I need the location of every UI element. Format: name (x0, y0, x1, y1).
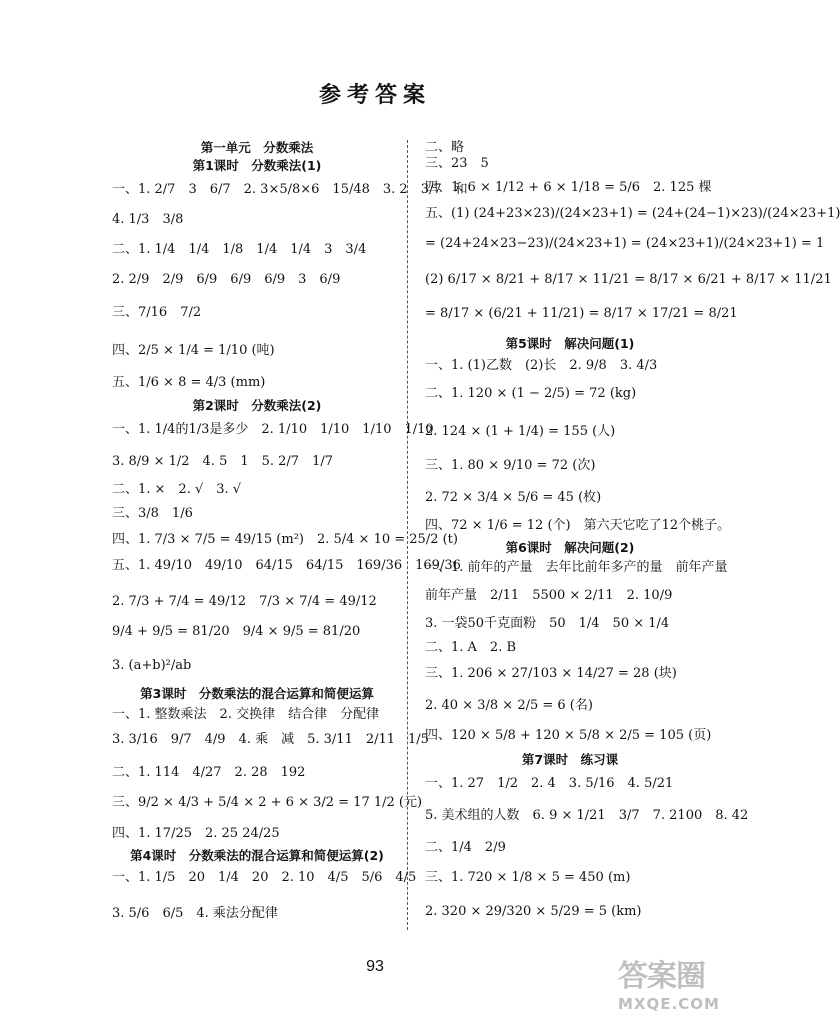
answer-line: 三、1. 720 × 1/8 × 5 = 450 (m) (425, 870, 631, 885)
answer-line: = 8/17 × (6/21 + 11/21) = 8/17 × 17/21 = 8/21 (425, 306, 738, 321)
answer-line: 五、1/6 × 8 = 4/3 (mm) (112, 375, 266, 390)
answer-line: 3. 8/9 × 1/2 4. 5 1 5. 2/7 1/7 (112, 454, 333, 469)
answer-line: 四、1. 7/3 × 7/5 = 49/15 (m²) 2. 5/4 × 10 = 25/2 (t) (112, 532, 458, 547)
answer-line: 3. (a+b)²/ab (112, 658, 192, 673)
answer-line: 一、1. 2/7 3 6/7 2. 3×5/8×6 15/48 3. 2 3/7 和 (112, 182, 468, 197)
section-heading: 第7课时 练习课 (521, 752, 619, 767)
answer-line: 4. 1/3 3/8 (112, 212, 184, 227)
answer-line: 一、1. 整数乘法 2. 交换律 结合律 分配律 (112, 707, 380, 722)
answer-line: 一、1. 前年的产量 去年比前年多产的量 前年产量 (425, 560, 728, 575)
answer-line: 前年产量 2/11 5500 × 2/11 2. 10/9 (425, 588, 673, 603)
section-heading: 第6课时 解决问题(2) (505, 540, 635, 555)
answer-line: (2) 6/17 × 8/21 + 8/17 × 11/21 = 8/17 × 6/21 + 8/17 × 11/21 (425, 272, 832, 287)
answer-line: 2. 40 × 3/8 × 2/5 = 6 (名) (425, 698, 593, 713)
section-heading: 第一单元 分数乘法 (200, 140, 314, 155)
answer-line: 5. 美术组的人数 6. 9 × 1/21 3/7 7. 2100 8. 42 (425, 808, 749, 823)
answer-line: 四、2/5 × 1/4 = 1/10 (吨) (112, 343, 275, 358)
answer-line: 一、1. 1/4的1/3是多少 2. 1/10 1/10 1/10 1/10 (112, 422, 434, 437)
answer-line: 3. 5/6 6/5 4. 乘法分配律 (112, 906, 278, 921)
answer-line: 四、72 × 1/6 = 12 (个) 第六天它吃了12个桃子。 (425, 518, 731, 533)
watermark-url: MXQE.COM (618, 995, 720, 1013)
answer-line: 二、1. × 2. √ 3. √ (112, 482, 242, 497)
answer-line: 9/4 + 9/5 = 81/20 9/4 × 9/5 = 81/20 (112, 624, 361, 639)
answer-line: 2. 72 × 3/4 × 5/6 = 45 (枚) (425, 490, 602, 505)
answer-line: 二、略 (425, 140, 465, 155)
page-title: 参考答案 (318, 83, 431, 108)
answer-line: 二、1. 120 × (1 − 2/5) = 72 (kg) (425, 386, 637, 401)
answer-line: 2. 320 × 29/320 × 5/29 = 5 (km) (425, 904, 642, 919)
answer-line: 三、3/8 1/6 (112, 506, 193, 521)
answer-line: 二、1. 1/4 1/4 1/8 1/4 1/4 3 3/4 (112, 242, 367, 257)
section-heading: 第3课时 分数乘法的混合运算和简便运算 (140, 686, 374, 701)
answer-line: 三、23 5 (425, 156, 489, 171)
answer-line: 二、1/4 2/9 (425, 840, 506, 855)
section-heading: 第2课时 分数乘法(2) (192, 398, 322, 413)
answer-line: 2. 124 × (1 + 1/4) = 155 (人) (425, 424, 616, 439)
answer-line: 三、7/16 7/2 (112, 305, 202, 320)
answer-line: 一、1. 1/5 20 1/4 20 2. 10 4/5 5/6 4/5 (112, 870, 417, 885)
answer-line: 五、(1) (24+23×23)/(24×23+1) = (24+(24−1)×23)/(24×23+1) (425, 206, 840, 221)
answer-line: 四、120 × 5/8 + 120 × 5/8 × 2/5 = 105 (页) (425, 728, 712, 743)
answer-line: 四、1. 6 × 1/12 + 6 × 1/18 = 5/6 2. 125 棵 (425, 180, 712, 195)
answer-line: 3. 3/16 9/7 4/9 4. 乘 减 5. 3/11 2/11 1/5 (112, 732, 429, 747)
answer-line: 二、1. A 2. B (425, 640, 517, 655)
answer-line: 2. 7/3 + 7/4 = 49/12 7/3 × 7/4 = 49/12 (112, 594, 377, 609)
answer-line: 五、1. 49/10 49/10 64/15 64/15 169/36 169/36 (112, 558, 461, 573)
watermark-text: 答案圈 (618, 959, 705, 994)
page-number: 93 (366, 958, 384, 975)
answer-line: 一、1. 27 1/2 2. 4 3. 5/16 4. 5/21 (425, 776, 674, 791)
answer-line: 二、1. 114 4/27 2. 28 192 (112, 765, 306, 780)
section-heading: 第1课时 分数乘法(1) (192, 158, 322, 173)
watermark-logo (618, 960, 740, 1022)
section-heading: 第4课时 分数乘法的混合运算和简便运算(2) (130, 848, 384, 863)
answer-line: = (24+24×23−23)/(24×23+1) = (24×23+1)/(24×23+1) = 1 (425, 236, 825, 251)
answer-line: 四、1. 17/25 2. 25 24/25 (112, 826, 280, 841)
answer-line: 3. 一袋50千克面粉 50 1/4 50 × 1/4 (425, 616, 670, 631)
answer-line: 三、1. 80 × 9/10 = 72 (次) (425, 458, 596, 473)
answer-line: 三、1. 206 × 27/103 × 14/27 = 28 (块) (425, 666, 677, 681)
section-heading: 第5课时 解决问题(1) (505, 336, 635, 351)
answer-line: 2. 2/9 2/9 6/9 6/9 6/9 3 6/9 (112, 272, 341, 287)
answer-line: 一、1. (1)乙数 (2)长 2. 9/8 3. 4/3 (425, 358, 658, 373)
answer-line: 三、9/2 × 4/3 + 5/4 × 2 + 6 × 3/2 = 17 1/2 (元) (112, 795, 423, 810)
